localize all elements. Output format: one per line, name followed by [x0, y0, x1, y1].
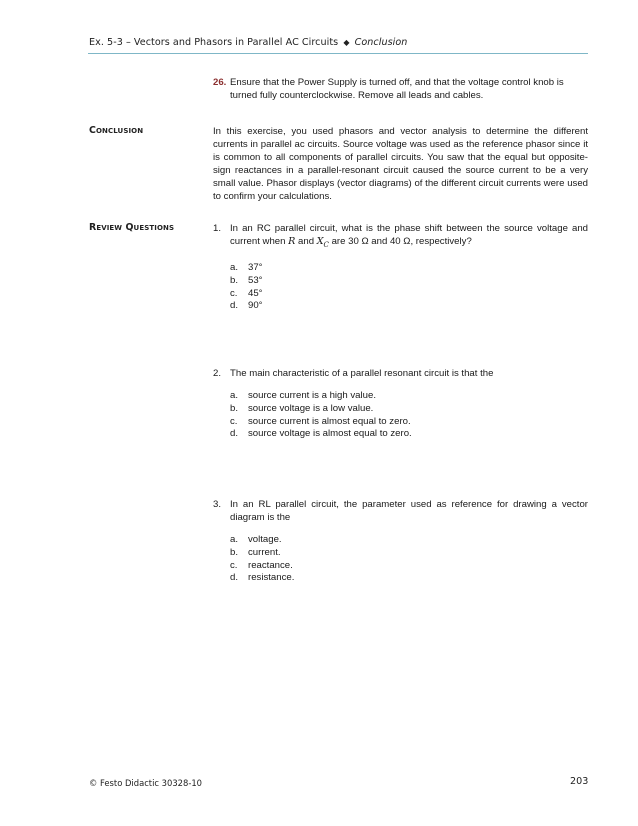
answer-option: d. resistance.	[230, 572, 295, 584]
running-header	[89, 37, 407, 48]
header-exercise-title: Ex. 5-3 – Vectors and Phasors in Parallel AC Circuits	[89, 37, 339, 48]
answer-option: b. source voltage is a low value.	[230, 402, 374, 414]
question-text: In an RL parallel circuit, the parameter used as reference for drawing a vector diagram is the	[230, 499, 588, 523]
diamond-icon: ◆	[343, 38, 350, 47]
review-question-3	[213, 498, 588, 585]
question-text: The main characteristic of a parallel resonant circuit is that the	[230, 368, 494, 379]
question-number: 1.	[213, 223, 222, 234]
answer-option: c. 45°	[230, 287, 263, 299]
answer-options	[230, 534, 588, 585]
answer-option: b. current.	[230, 546, 281, 558]
footer-copyright: © Festo Didactic 30328-10	[89, 778, 203, 788]
step-text: Ensure that the Power Supply is turned off, and that the voltage control knob is turned fully counterclockwise. Remove all leads and cables.	[230, 77, 564, 101]
page-number: 203	[570, 776, 589, 787]
answer-option: d. 90°	[230, 300, 263, 312]
review-question-1	[213, 222, 588, 313]
conclusion-heading: Conclusion	[89, 125, 144, 136]
variable-r: R	[288, 236, 296, 247]
conclusion-paragraph: In this exercise, you used phasors and vector analysis to determine the different currents in parallel ac circuits. Source voltage was used as the reference phasor since it is common to all components of parallel circuits. You saw that the equal but opposite-sign reactances in a parallel-resonant circuit caused the source current to be a very small value. Phasor displays (vector diagrams) of the different circuit currents were used to confirm your calculations.	[213, 126, 588, 202]
answer-option: a. 37°	[230, 261, 263, 273]
question-number: 3.	[213, 499, 222, 510]
question-number: 2.	[213, 368, 222, 379]
question-text: In an RC parallel circuit, what is the phase shift between the source voltage and current when R and $X_C$ are 30 Ω and 40 Ω, respectively?	[230, 223, 588, 249]
answer-option: c. reactance.	[230, 559, 293, 571]
procedure-step	[213, 76, 588, 102]
header-section: Conclusion	[354, 37, 408, 48]
answer-option: a. voltage.	[230, 534, 282, 545]
header-rule	[88, 53, 588, 54]
answer-option: b. 53°	[230, 274, 263, 286]
answer-option: a. source current is a high value.	[230, 390, 376, 401]
answer-option: d. source voltage is almost equal to zero.	[230, 428, 412, 440]
step-number: 26.	[213, 77, 227, 88]
review-question-2	[213, 367, 588, 441]
answer-options	[230, 390, 588, 441]
answer-options	[230, 262, 588, 313]
variable-xc: $X_C$	[316, 236, 329, 249]
review-questions-heading: Review Questions	[89, 222, 175, 233]
answer-option: c. source current is almost equal to zero.	[230, 415, 411, 427]
